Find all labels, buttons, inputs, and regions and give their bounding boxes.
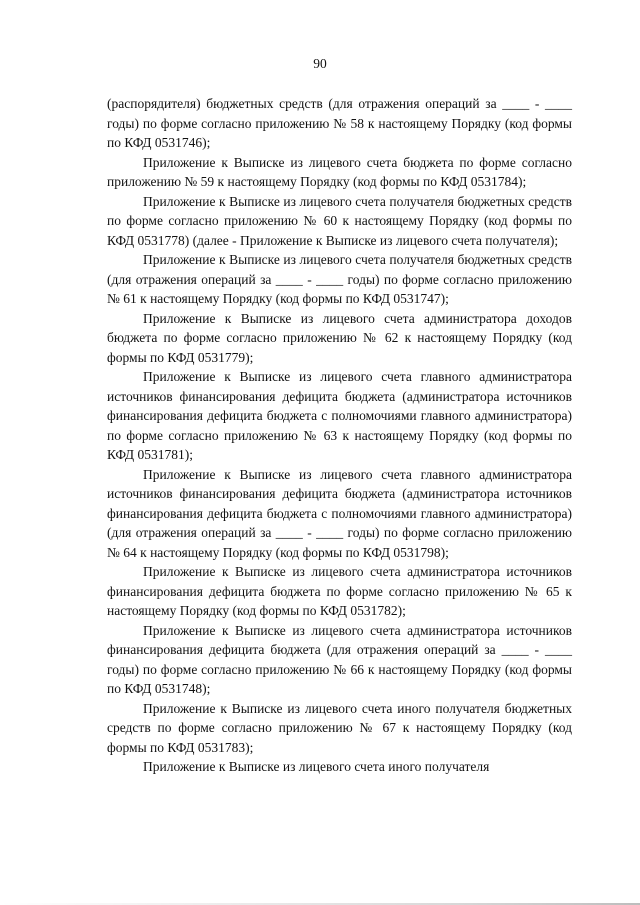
- paragraph-continuation: (распорядителя) бюджетных средств (для отражения операций за ____ - ____ годы) по форме согласно приложению № 58 к настоящему Порядку (код формы по КФД 0531746);: [107, 96, 572, 150]
- paragraph: Приложение к Выписке из лицевого счета иного получателя бюджетных средств по форме согласно приложению № 67 к настоящему Порядку (код формы по КФД 0531783);: [107, 700, 572, 755]
- paragraph: Приложение к Выписке из лицевого счета администратора источников финансирования дефицита бюджета (для отражения операций за ____ - ____ годы) по форме согласно приложению № 66 к настоящему Порядку (код формы по КФД 0531748);: [107, 622, 572, 696]
- page-number: 90: [313, 56, 327, 71]
- paragraph: Приложение к Выписке из лицевого счета получателя бюджетных средств (для отражения операций за ____ - ____ годы) по форме согласно приложению № 61 к настоящему Порядку (код формы по КФД 0531747);: [107, 252, 572, 306]
- paragraph: Приложение к Выписке из лицевого счета главного администратора источников финансирования дефицита бюджета (администратора источников финансирования дефицита бюджета с полномочиями главного администратора) (для отражения операций за ____ - ____ годы) по форме согласно приложению № 64 к настоящему Порядку (код формы по КФД 0531798);: [107, 466, 572, 560]
- paragraph-truncated: Приложение к Выписке из лицевого счета иного получателя: [143, 759, 490, 774]
- paragraph: Приложение к Выписке из лицевого счета администратора источников финансирования дефицита бюджета по форме согласно приложению № 65 к настоящему Порядку (код формы по КФД 0531782);: [107, 564, 572, 618]
- paragraph: Приложение к Выписке из лицевого счета главного администратора источников финансирования дефицита бюджета (администратора источников финансирования дефицита бюджета с полномочиями главного администратора) по форме согласно приложению № 63 к настоящему Порядку (код формы по КФД 0531781);: [107, 369, 572, 462]
- paragraph: Приложение к Выписке из лицевого счета бюджета по форме согласно приложению № 59 к настоящему Порядку (код формы по КФД 0531784);: [107, 154, 572, 189]
- document-body: [107, 94, 572, 777]
- paragraph: Приложение к Выписке из лицевого счета администратора доходов бюджета по форме согласно приложению № 62 к настоящему Порядку (код формы по КФД 0531779);: [107, 310, 572, 365]
- paragraph: Приложение к Выписке из лицевого счета получателя бюджетных средств по форме согласно приложению № 60 к настоящему Порядку (код формы по КФД 0531778) (далее - Приложение к Выписке из лицевого счета получателя);: [107, 193, 572, 248]
